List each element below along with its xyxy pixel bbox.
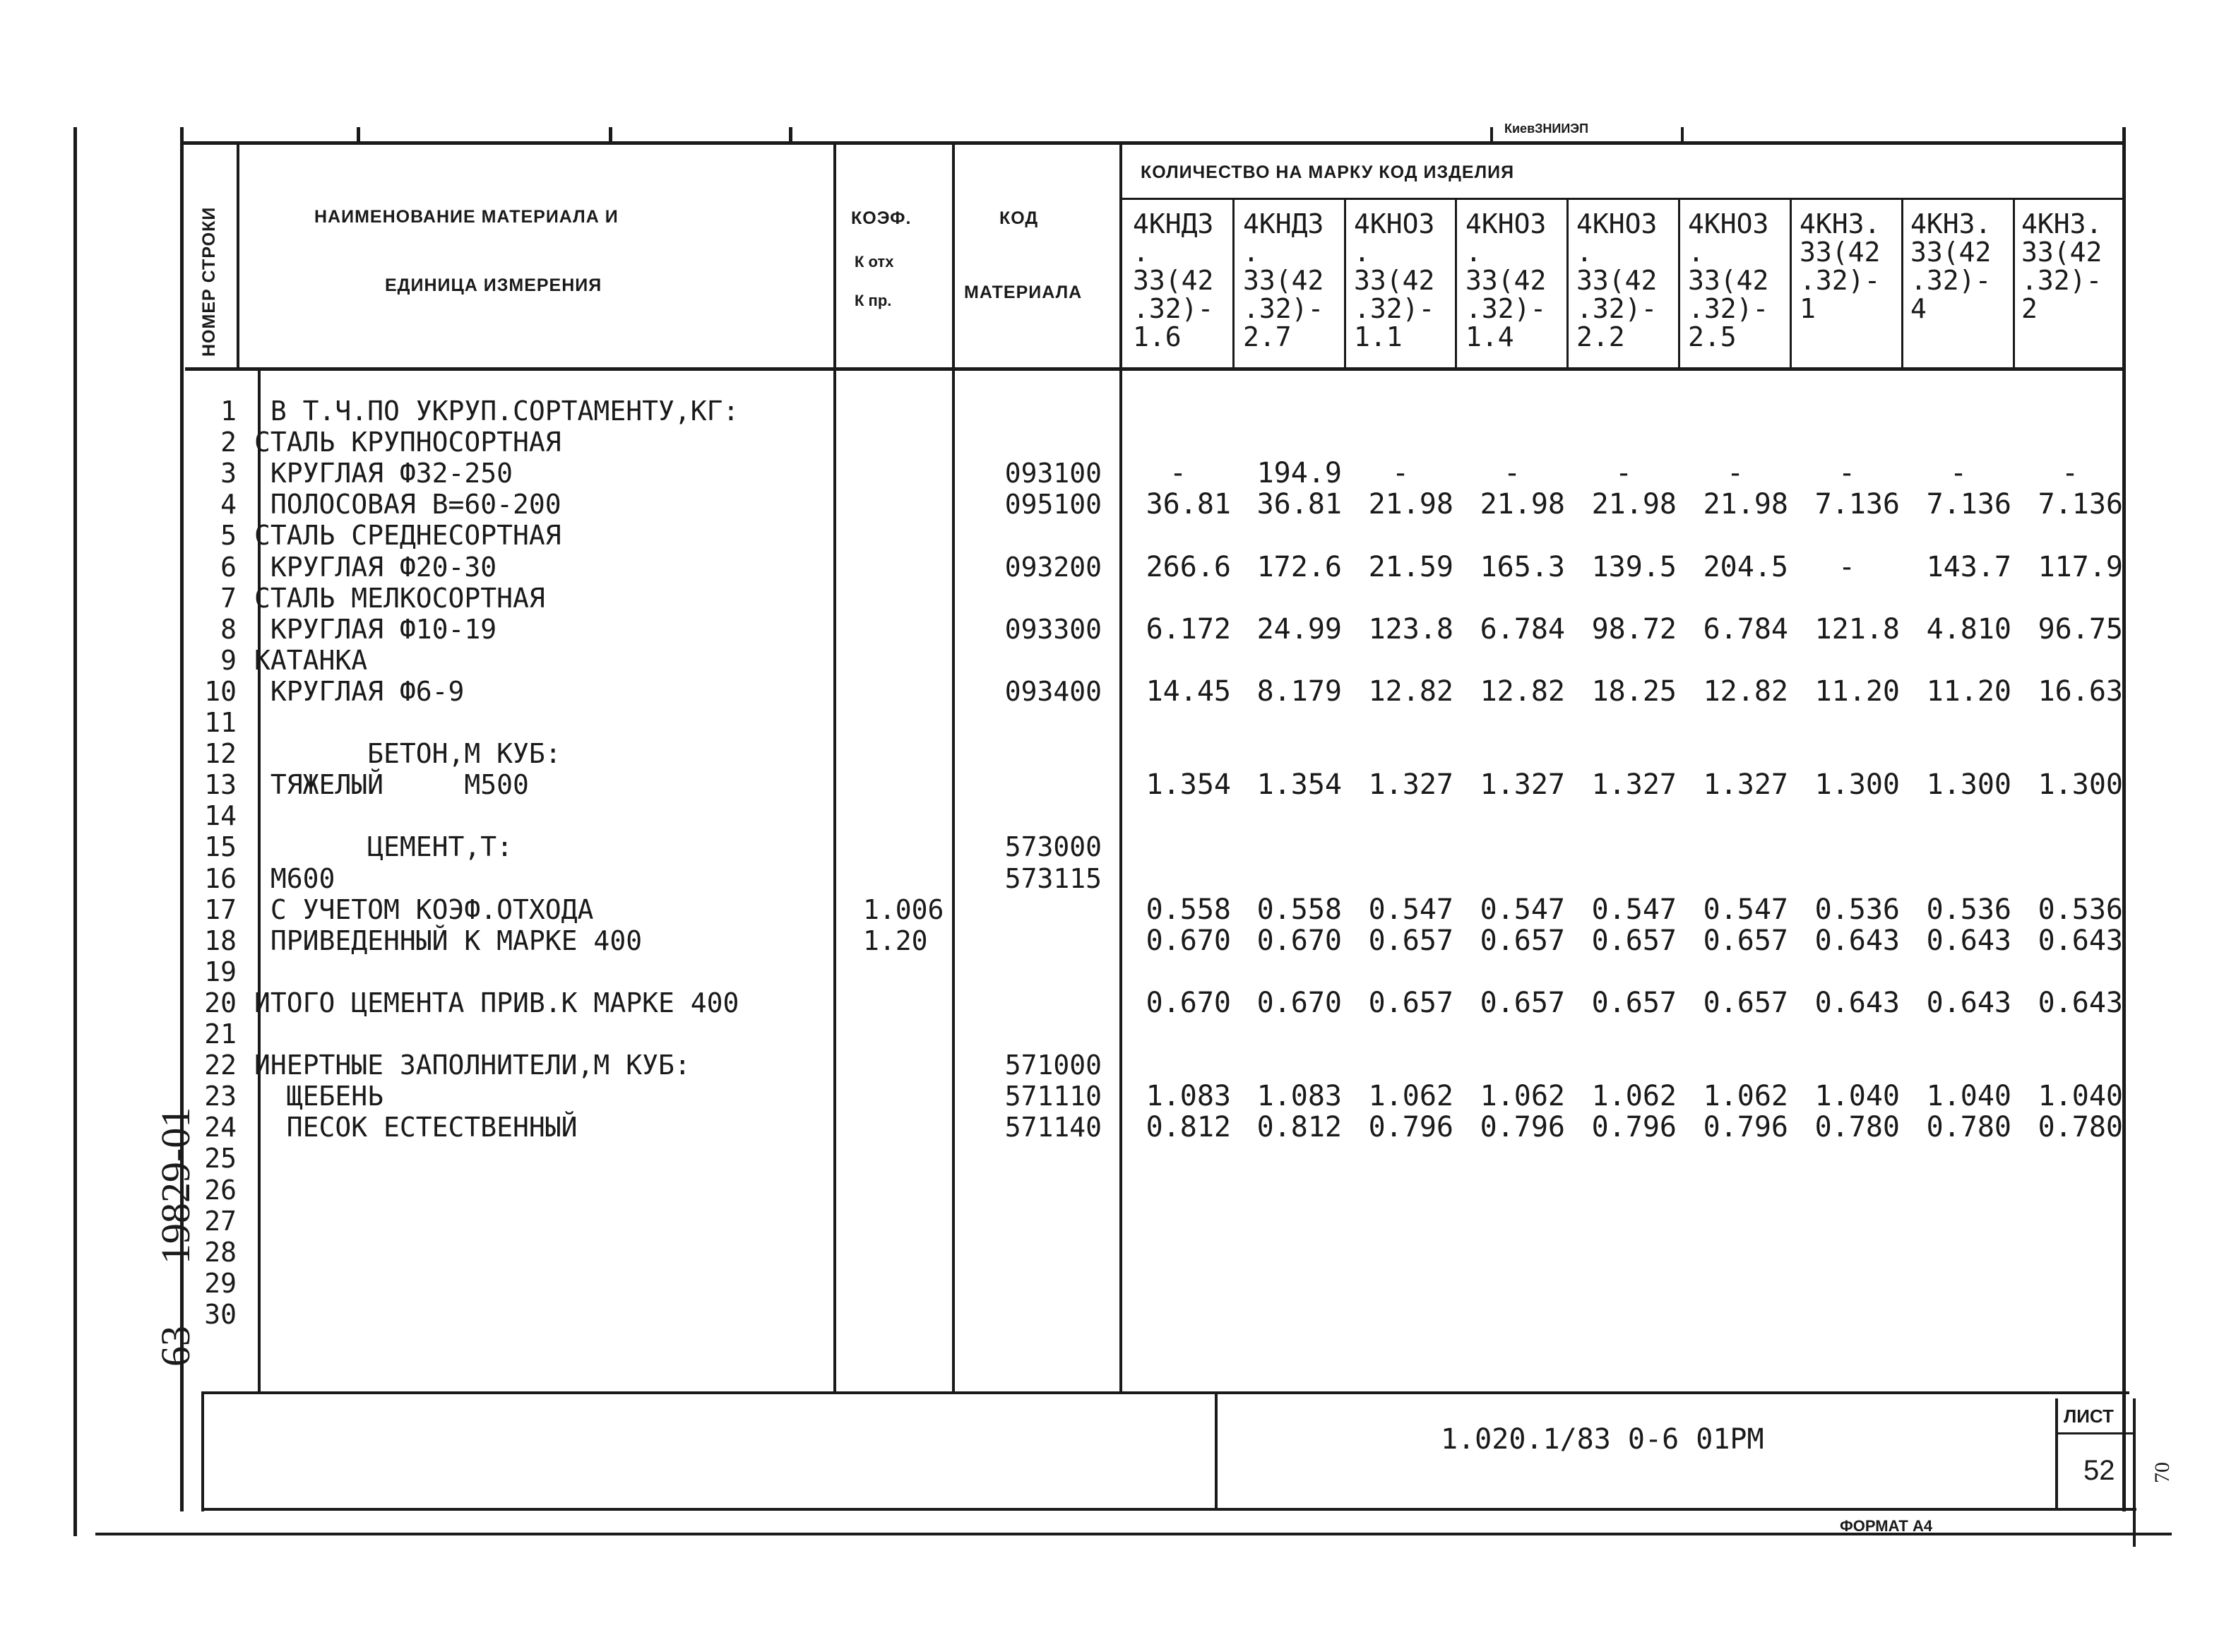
quantity-value: 1.040 [2038,1080,2123,1113]
sheet-box-left [2055,1398,2058,1508]
row-number: 15 [204,831,237,863]
quantity-value: 0.547 [1368,893,1453,926]
row-number: 17 [204,893,237,925]
quantity-value: 0.796 [1591,1111,1677,1144]
material-code: 093300 [1004,613,1102,645]
quantity-value: 21.98 [1480,488,1565,521]
quantity-value: 21.98 [1591,488,1677,521]
quantity-value: 0.657 [1591,924,1677,957]
quantity-value: 0.780 [1814,1111,1900,1144]
row-number: 23 [204,1081,237,1112]
row-number: 2 [220,427,237,458]
quantity-value: 1.083 [1256,1080,1342,1113]
material-code: 093100 [1004,458,1102,489]
quantity-value: - [1503,457,1521,490]
quantity-value: 117.9 [2038,550,2123,583]
code-header-1: КОД [999,208,1039,228]
row-number: 8 [220,613,237,645]
sheet-label: ЛИСТ [2064,1406,2114,1427]
top-tick [609,127,612,145]
sheet-box-mid [2055,1432,2133,1434]
product-column-header: 4КНО3 . 33(42 .32)- 1.1 [1354,208,1435,352]
quantity-value: 0.657 [1480,986,1565,1019]
quantity-value: 1.083 [1146,1080,1231,1113]
quantity-value: 12.82 [1368,675,1453,708]
quantity-header: КОЛИЧЕСТВО НА МАРКУ КОД ИЗДЕЛИЯ [1141,162,1515,182]
material-name: ЩЕБЕНЬ [254,1081,384,1112]
row-number: 19 [204,956,237,987]
quantity-value: 0.657 [1703,986,1788,1019]
material-code: 573115 [1004,862,1102,894]
quantity-value: 0.536 [1814,893,1900,926]
quantity-value: 4.810 [1926,612,2011,646]
quantity-value: 0.657 [1368,986,1453,1019]
quantity-value: 266.6 [1146,550,1231,583]
quantity-value: 36.81 [1256,488,1342,521]
material-name: КРУГЛАЯ Ф20-30 [254,551,497,583]
quantity-value: - [1614,457,1633,490]
material-name: ПОЛОСОВАЯ В=60-200 [254,489,561,521]
material-name: БЕТОН,М КУБ: [254,738,561,770]
material-name: С УЧЕТОМ КОЭФ.ОТХОДА [254,893,594,925]
coef-header-1: КОЭФ. [851,208,912,228]
product-column-header: 4КНО3 . 33(42 .32)- 2.5 [1688,208,1769,352]
quantity-value: 1.354 [1146,768,1231,802]
quantity-value: 12.82 [1480,675,1565,708]
quantity-value: 1.354 [1256,768,1342,802]
row-number: 16 [204,862,237,894]
quantity-value: 0.670 [1256,924,1342,957]
material-name: КРУГЛАЯ Ф6-9 [254,675,465,707]
row-number: 11 [204,707,237,738]
product-column-header: 4КНД3 . 33(42 .32)- 2.7 [1243,208,1324,352]
quantity-value: 0.796 [1368,1111,1453,1144]
material-code: 571000 [1004,1050,1102,1081]
sub-col-line [1455,199,1457,369]
sub-col-line [1566,199,1569,369]
quantity-value: 0.643 [1926,986,2011,1019]
quantity-value: 24.99 [1256,612,1342,646]
quantity-value: 0.670 [1146,986,1231,1019]
right-edge-note: 70 [2151,1462,2174,1483]
material-name: ИНЕРТНЫЕ ЗАПОЛНИТЕЛИ,М КУБ: [254,1050,691,1081]
quantity-value: 194.9 [1256,457,1342,490]
material-code: 571140 [1004,1112,1102,1143]
quantity-value: 1.300 [1814,768,1900,802]
sub-col-line [1232,199,1235,369]
coefficient: 1.006 [863,893,944,925]
top-tick [789,127,792,145]
material-name: КРУГЛАЯ Ф32-250 [254,458,513,489]
row-number: 28 [204,1236,237,1268]
col-line-code [1119,141,1122,1393]
col-line-rownum [237,141,239,371]
quantity-value: 21.59 [1368,550,1453,583]
material-name: ЦЕМЕНТ,Т: [254,831,513,863]
row-number: 29 [204,1267,237,1299]
quantity-value: 6.784 [1480,612,1565,646]
row-number: 10 [204,675,237,707]
material-code: 093400 [1004,675,1102,707]
row-number: 1 [220,396,237,427]
quantity-value: 0.536 [2038,893,2123,926]
quantity-value: 11.20 [1814,675,1900,708]
footer-divider-line [1215,1391,1218,1510]
quantity-value: 123.8 [1368,612,1453,646]
quantity-value: 1.327 [1480,768,1565,802]
quantity-value: 0.643 [1814,986,1900,1019]
quantity-value: 0.643 [2038,986,2123,1019]
material-name: СТАЛЬ СРЕДНЕСОРТНАЯ [254,520,561,552]
quantity-value: 1.300 [2038,768,2123,802]
table-top-line [180,141,2122,145]
quantity-value: 98.72 [1591,612,1677,646]
coef-header-2: К отх [855,253,894,271]
top-stamp: КиевЗНИИЭП [1504,121,1589,136]
footer-bottom-line [201,1508,2136,1511]
row-number: 20 [204,987,237,1018]
row-number: 24 [204,1112,237,1143]
quantity-value: 0.670 [1256,986,1342,1019]
quantity-value: - [1838,550,1856,583]
quantity-value: 0.657 [1703,924,1788,957]
quantity-value: 0.657 [1368,924,1453,957]
quantity-value: 0.643 [1814,924,1900,957]
material-name: М600 [254,862,335,894]
quantity-value: - [2061,457,2079,490]
row-number: 7 [220,582,237,614]
row-number: 6 [220,551,237,583]
quantity-value: 0.780 [2038,1111,2123,1144]
quantity-value: - [1391,457,1410,490]
quantity-value: 1.300 [1926,768,2011,802]
coefficient: 1.20 [863,925,928,956]
body-bottom-line [201,1391,2129,1394]
quantity-value: 36.81 [1146,488,1231,521]
quantity-value: 0.657 [1591,986,1677,1019]
quantity-value: 0.812 [1146,1111,1231,1144]
quantity-value: 1.062 [1591,1080,1677,1113]
quantity-value: 204.5 [1703,550,1788,583]
material-name: ТЯЖЕЛЫЙ М500 [254,769,529,801]
table-left-line [180,127,184,1511]
col-line-name [833,141,836,1393]
row-number: 27 [204,1205,237,1237]
name-header-2: ЕДИНИЦА ИЗМЕРЕНИЯ [385,275,602,295]
quantity-value: 0.670 [1146,924,1231,957]
quantity-value: 1.040 [1814,1080,1900,1113]
quantity-value: - [1726,457,1744,490]
quantity-value: - [1949,457,1968,490]
margin-page-number: 63 [153,1326,198,1367]
material-name: ПРИВЕДЕННЫЙ К МАРКЕ 400 [254,925,643,956]
name-header-1: НАИМЕНОВАНИЕ МАТЕРИАЛА И [314,207,619,227]
material-name: В Т.Ч.ПО УКРУП.СОРТАМЕНТУ,КГ: [254,396,739,427]
quantity-value: 0.558 [1146,893,1231,926]
quantity-value: 8.179 [1256,675,1342,708]
quantity-value: 21.98 [1368,488,1453,521]
quantity-value: 165.3 [1480,550,1565,583]
top-tick [357,127,360,145]
quantity-header-line [1119,198,2124,200]
material-name: ИТОГО ЦЕМЕНТА ПРИВ.К МАРКЕ 400 [254,987,739,1018]
row-number-header: НОМЕР СТРОКИ [199,206,219,357]
quantity-value: 0.657 [1480,924,1565,957]
table-right-line [2122,127,2126,1511]
quantity-value: 0.547 [1480,893,1565,926]
quantity-value: 1.062 [1480,1080,1565,1113]
quantity-value: 139.5 [1591,550,1677,583]
quantity-value: 1.327 [1591,768,1677,802]
quantity-value: 14.45 [1146,675,1231,708]
row-number: 30 [204,1298,237,1330]
quantity-value: 7.136 [2038,488,2123,521]
sub-col-line [1901,199,1903,369]
quantity-value: 1.327 [1368,768,1453,802]
quantity-value: 12.82 [1703,675,1788,708]
quantity-value: 1.062 [1703,1080,1788,1113]
quantity-value: 1.040 [1926,1080,2011,1113]
quantity-value: 143.7 [1926,550,2011,583]
quantity-value: 0.643 [1926,924,2011,957]
quantity-value: 11.20 [1926,675,2011,708]
header-bottom-line [185,367,2124,371]
top-tick [1681,127,1684,145]
quantity-value: 16.63 [2038,675,2123,708]
quantity-value: 0.547 [1591,893,1677,926]
material-name: СТАЛЬ МЕЛКОСОРТНАЯ [254,582,545,614]
sub-col-line [1344,199,1346,369]
quantity-value: 0.812 [1256,1111,1342,1144]
material-name: КРУГЛАЯ Ф10-19 [254,613,497,645]
footer-left-line [201,1391,204,1511]
row-number: 22 [204,1050,237,1081]
quantity-value: 96.75 [2038,612,2123,646]
sub-col-line [2013,199,2015,369]
quantity-value: 0.558 [1256,893,1342,926]
row-number: 26 [204,1174,237,1206]
quantity-value: 6.784 [1703,612,1788,646]
quantity-value: - [1169,457,1187,490]
sheet-box-right [2133,1398,2136,1547]
product-column-header: 4КНО3 . 33(42 .32)- 2.2 [1576,208,1658,352]
quantity-value: 0.780 [1926,1111,2011,1144]
left-margin-line [73,127,77,1536]
row-number: 5 [220,520,237,552]
quantity-value: 121.8 [1814,612,1900,646]
col-line-coef [952,141,955,1393]
row-number: 4 [220,489,237,521]
product-column-header: 4КН3. 33(42 .32)- 2 [2021,208,2103,324]
coef-header-3: К пр. [855,292,892,309]
quantity-value: 172.6 [1256,550,1342,583]
material-code: 571110 [1004,1081,1102,1112]
document-code: 1.020.1/83 0-6 01РМ [1441,1423,1764,1456]
format-label: ФОРМАТ А4 [1840,1517,1933,1535]
quantity-value: 21.98 [1703,488,1788,521]
row-number: 14 [204,800,237,832]
code-header-2: МАТЕРИАЛА [964,283,1083,302]
material-name: КАТАНКА [254,644,368,676]
row-number: 13 [204,769,237,801]
quantity-value: 0.547 [1703,893,1788,926]
quantity-value: 7.136 [1814,488,1900,521]
row-number: 18 [204,925,237,956]
product-column-header: 4КН3. 33(42 .32)- 1 [1800,208,1881,324]
quantity-value: 6.172 [1146,612,1231,646]
product-column-header: 4КНО3 . 33(42 .32)- 1.4 [1465,208,1547,352]
row-number: 12 [204,738,237,770]
quantity-value: 0.536 [1926,893,2011,926]
row-number: 3 [220,458,237,489]
row-number: 9 [220,644,237,676]
material-name: СТАЛЬ КРУПНОСОРТНАЯ [254,427,561,458]
row-number: 21 [204,1018,237,1050]
product-column-header: 4КНД3 . 33(42 .32)- 1.6 [1133,208,1214,352]
material-code: 573000 [1004,831,1102,863]
quantity-value: - [1838,457,1856,490]
top-tick [1490,127,1493,145]
sheet-number: 52 [2083,1455,2115,1486]
material-code: 095100 [1004,489,1102,521]
quantity-value: 1.327 [1703,768,1788,802]
row-number: 25 [204,1143,237,1175]
quantity-value: 0.796 [1703,1111,1788,1144]
material-code: 093200 [1004,551,1102,583]
product-column-header: 4КН3. 33(42 .32)- 4 [1910,208,1992,324]
quantity-value: 1.062 [1368,1080,1453,1113]
margin-document-number: 19829-01 [153,1107,198,1264]
quantity-value: 7.136 [1926,488,2011,521]
sub-col-line [1678,199,1680,369]
quantity-value: 18.25 [1591,675,1677,708]
material-name: ПЕСОК ЕСТЕСТВЕННЫЙ [254,1112,578,1143]
quantity-value: 0.643 [2038,924,2123,957]
sub-col-line [1790,199,1792,369]
quantity-value: 0.796 [1480,1111,1565,1144]
